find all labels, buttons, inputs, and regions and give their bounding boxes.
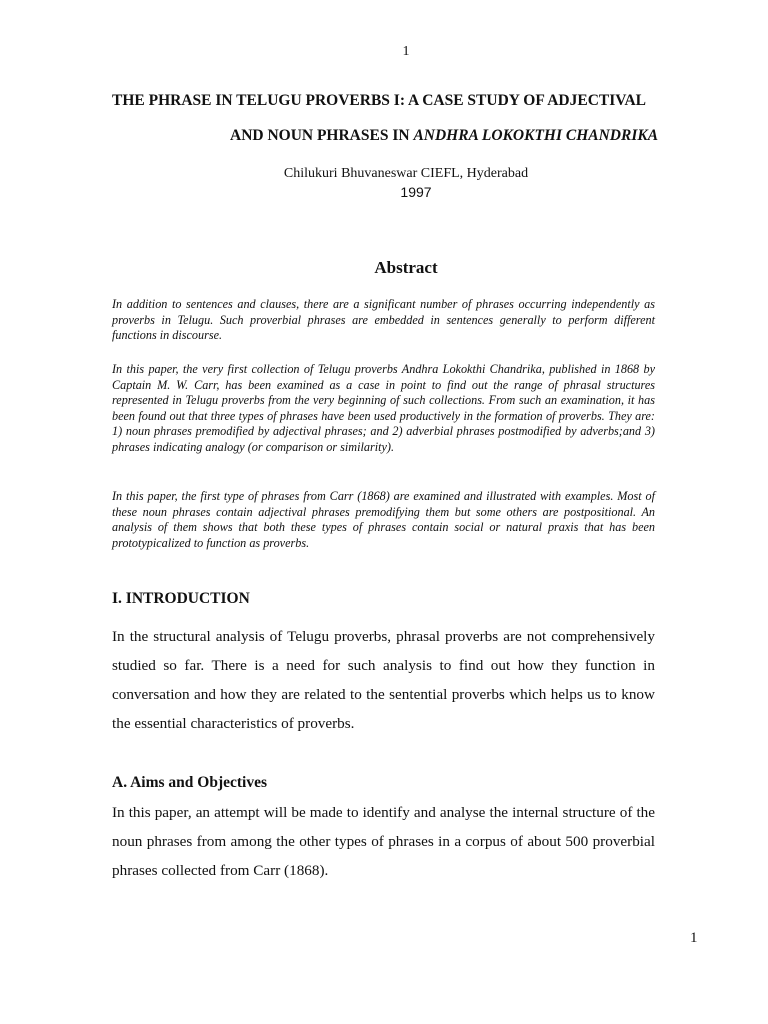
title-line-2 <box>230 127 658 145</box>
title-line-2-italic: ANDHRA LOKOKTHI CHANDRIKA <box>413 127 659 144</box>
page-number-bottom: 1 <box>690 930 698 946</box>
introduction-paragraph: In the structural analysis of Telugu proverbs, phrasal proverbs are not comprehensively studied so far. There is a need for such analysis to find out how they function in conversation and how they are related to the sentential proverbs which helps us to know the essential characteristics of proverbs. <box>112 628 655 732</box>
abstract-paragraph: In this paper, the very first collection of Telugu proverbs Andhra Lokokthi Chandrika, published in 1868 by Captain M. W. Carr, has been examined as a case in point to find out the range of phrasal structures represented in Telugu proverbs from the very beginning of such collections. From such an examination, it has been found out that three types of phrases have been used productively in the formation of proverbs. They are: 1) noun phrases premodified by adjectival phrases; and 2) adverbial phrases postmodified by adverbs;and 3) phrases indicating analogy (or comparison or similarity). <box>112 362 655 454</box>
title-line-2-text: AND NOUN PHRASES IN <box>230 127 414 144</box>
section-heading-aims: A. Aims and Objectives <box>112 774 267 791</box>
title-line-1: THE PHRASE IN TELUGU PROVERBS I: A CASE STUDY OF ADJECTIVAL <box>112 92 647 109</box>
page-number-top: 1 <box>402 44 410 59</box>
abstract-paragraph: In addition to sentences and clauses, there are a significant number of phrases occurring independently as proverbs in Telugu. Such proverbial phrases are embedded in sentences generally to perform different functions in discourse. <box>112 297 655 343</box>
aims-paragraph: In this paper, an attempt will be made to identify and analyse the internal structure of the noun phrases from among the other types of phrases in a corpus of about 500 proverbial phrases collected from Carr (1868). <box>112 804 655 879</box>
publication-year: 1997 <box>400 184 432 200</box>
abstract-heading: Abstract <box>374 258 438 277</box>
section-heading-introduction: I. INTRODUCTION <box>112 590 250 607</box>
author-affiliation: Chilukuri Bhuvaneswar CIEFL, Hyderabad <box>283 166 529 181</box>
abstract-paragraph: In this paper, the first type of phrases from Carr (1868) are examined and illustrated with examples. Most of these noun phrases contain adjectival phrases premodifying them but some others are postpositional. An analysis of them shows that both these types of phrases contain social or natural praxis that has been prototypicalized to function as proverbs. <box>112 489 655 550</box>
